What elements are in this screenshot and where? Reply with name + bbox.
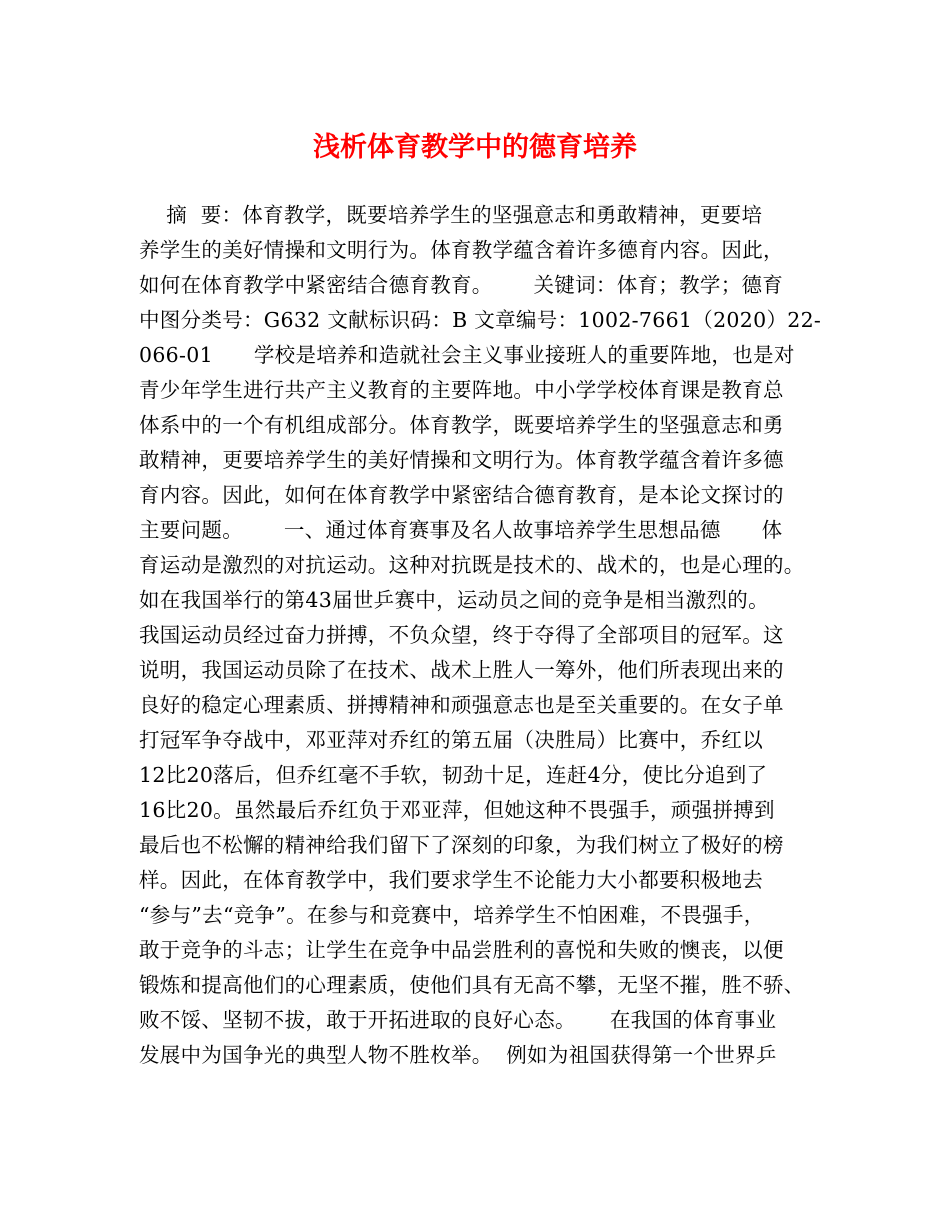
body-line: 良好的稳定心理素质、拼搏精神和顽强意志也是至关重要的。在女子单 [139, 693, 784, 717]
body-line: 样。因此，在体育教学中，我们要求学生不论能力大小都要积极地去 [139, 868, 763, 892]
body-line: 最后也不松懈的精神给我们留下了深刻的印象，为我们树立了极好的榜 [139, 833, 784, 857]
page-title: 浅析体育教学中的德育培养 [313, 132, 637, 163]
body-line: 066-01 学校是培养和造就社会主义事业接班人的重要阵地，也是对 [139, 343, 795, 367]
body-line: 我国运动员经过奋力拼搏，不负众望，终于夺得了全部项目的冠军。这 [139, 623, 784, 647]
body-line: 如何在体育教学中紧密结合德育教育。 关键词：体育；教学；德育 [139, 273, 784, 297]
body-line: 敢精神，更要培养学生的美好情操和文明行为。体育教学蕴含着许多德 [139, 448, 784, 472]
body-line: 锻炼和提高他们的心理素质，使他们具有无高不攀，无坚不摧，胜不骄、 [139, 973, 805, 997]
body-line: 育运动是激烈的对抗运动。这种对抗既是技术的、战术的，也是心理的。 [139, 553, 805, 577]
body-line: 养学生的美好情操和文明行为。体育教学蕴含着许多德育内容。因此， [139, 238, 784, 262]
body-line: 如在我国举行的第43届世乒赛中，运动员之间的竞争是相当激烈的。 [139, 588, 769, 612]
body-line: 败不馁、坚韧不拔，敢于开拓进取的良好心态。 在我国的体育事业 [139, 1008, 777, 1032]
body-line: 青少年学生进行共产主义教育的主要阵地。中小学学校体育课是教育总 [139, 378, 784, 402]
body-line: 中图分类号：G632 文献标识码：B 文章编号：1002-7661（2020）22- [139, 308, 822, 332]
body-line: 摘 要：体育教学，既要培养学生的坚强意志和勇敢精神，更要培 [139, 203, 763, 227]
body-line: 育内容。因此，如何在体育教学中紧密结合德育教育，是本论文探讨的 [139, 483, 784, 507]
body-line: 打冠军争夺战中，邓亚萍对乔红的第五届（决胜局）比赛中，乔红以 [139, 728, 763, 752]
body-line: 说明，我国运动员除了在技术、战术上胜人一筹外，他们所表现出来的 [139, 658, 784, 682]
body-line: 敢于竞争的斗志；让学生在竞争中品尝胜利的喜悦和失败的懊丧，以便 [139, 938, 784, 962]
body-line: 体系中的一个有机组成部分。体育教学，既要培养学生的坚强意志和勇 [139, 413, 784, 437]
body-line: 16比20。虽然最后乔红负于邓亚萍，但她这种不畏强手，顽强拼搏到 [139, 798, 775, 822]
article-body [139, 198, 829, 1073]
body-line: 12比20落后，但乔红毫不手软，韧劲十足，连赶4分，使比分追到了 [139, 763, 768, 787]
body-line: 主要问题。 一、通过体育赛事及名人故事培养学生思想品德 体 [139, 518, 783, 542]
body-line: “参与”去“竞争”。在参与和竞赛中，培养学生不怕困难，不畏强手， [139, 903, 765, 927]
body-line: 发展中为国争光的典型人物不胜枚举。 例如为祖国获得第一个世界乒 [139, 1043, 777, 1067]
